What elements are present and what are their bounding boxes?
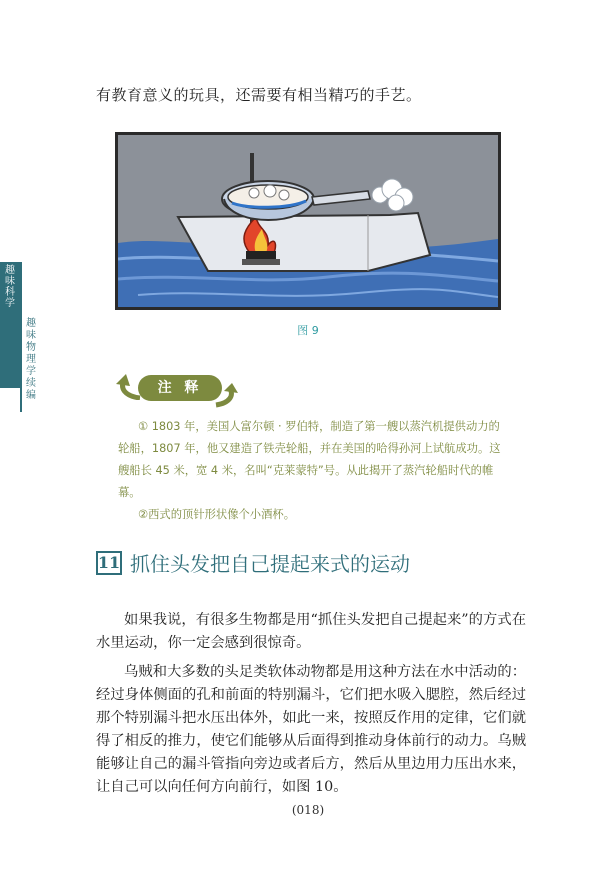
page-number: (018) xyxy=(291,803,325,817)
section-title: 抓住头发把自己提起来式的运动 xyxy=(130,552,410,576)
boat-hull xyxy=(178,213,430,271)
body-paragraph-1: 如果我说，有很多生物都是用“抓住头发把自己提起来”的方式在水里运动，你一定会感到很惊奇。 xyxy=(96,612,526,651)
top-text-line: 有教育意义的玩具，还需要有相当精巧的手艺。 xyxy=(96,86,422,104)
steamboat-illustration xyxy=(115,132,501,310)
side-tab xyxy=(0,262,20,388)
body-paragraph-2: 乌贼和大多数的头足类软体动物都是用这种方法在水中活动的：经过身体侧面的孔和前面的特别漏斗，它们把水吸入腮腔，然后经过那个特别漏斗把水压出体外，如此一来，按照反作用的定律，它们就得了相反的推力，使它们能够从后面得到推动身体前行的动力。乌贼能够让自己的漏斗管指向旁边或者后方，然后从里边用力压出水来，让自己可以向任何方向前行，如图 10。 xyxy=(96,664,526,795)
body-text xyxy=(96,609,526,805)
page-number-value: 018 xyxy=(296,803,320,817)
side-rule xyxy=(20,262,22,412)
side-tab-title: 趣味科学 xyxy=(5,265,15,309)
side-tab-subtitle: 趣味物理学续编 xyxy=(26,318,36,401)
section-number: 11 xyxy=(96,551,122,575)
note-paragraph-2: ②西式的顶针形状像个小酒杯。 xyxy=(138,508,295,521)
note-body xyxy=(118,416,508,526)
figure-caption: 图 9 xyxy=(297,324,319,337)
note-paragraph-1: ① 1803 年，美国人富尔顿 · 罗伯特，制造了第一艘以蒸汽机提供动力的轮船，1807 年，他又建造了铁壳轮船，并在美国的哈得孙河上试航成功。这艘船长 45 米，宽 4 米，名叫“克莱蒙特”号。从此揭开了蒸汽轮船时代的帷幕。 xyxy=(118,420,501,499)
curved-arrow-right-icon xyxy=(212,383,242,409)
note-badge: 注 释 xyxy=(138,375,222,401)
section-heading xyxy=(96,548,410,577)
steamboat-drawing xyxy=(118,135,498,307)
